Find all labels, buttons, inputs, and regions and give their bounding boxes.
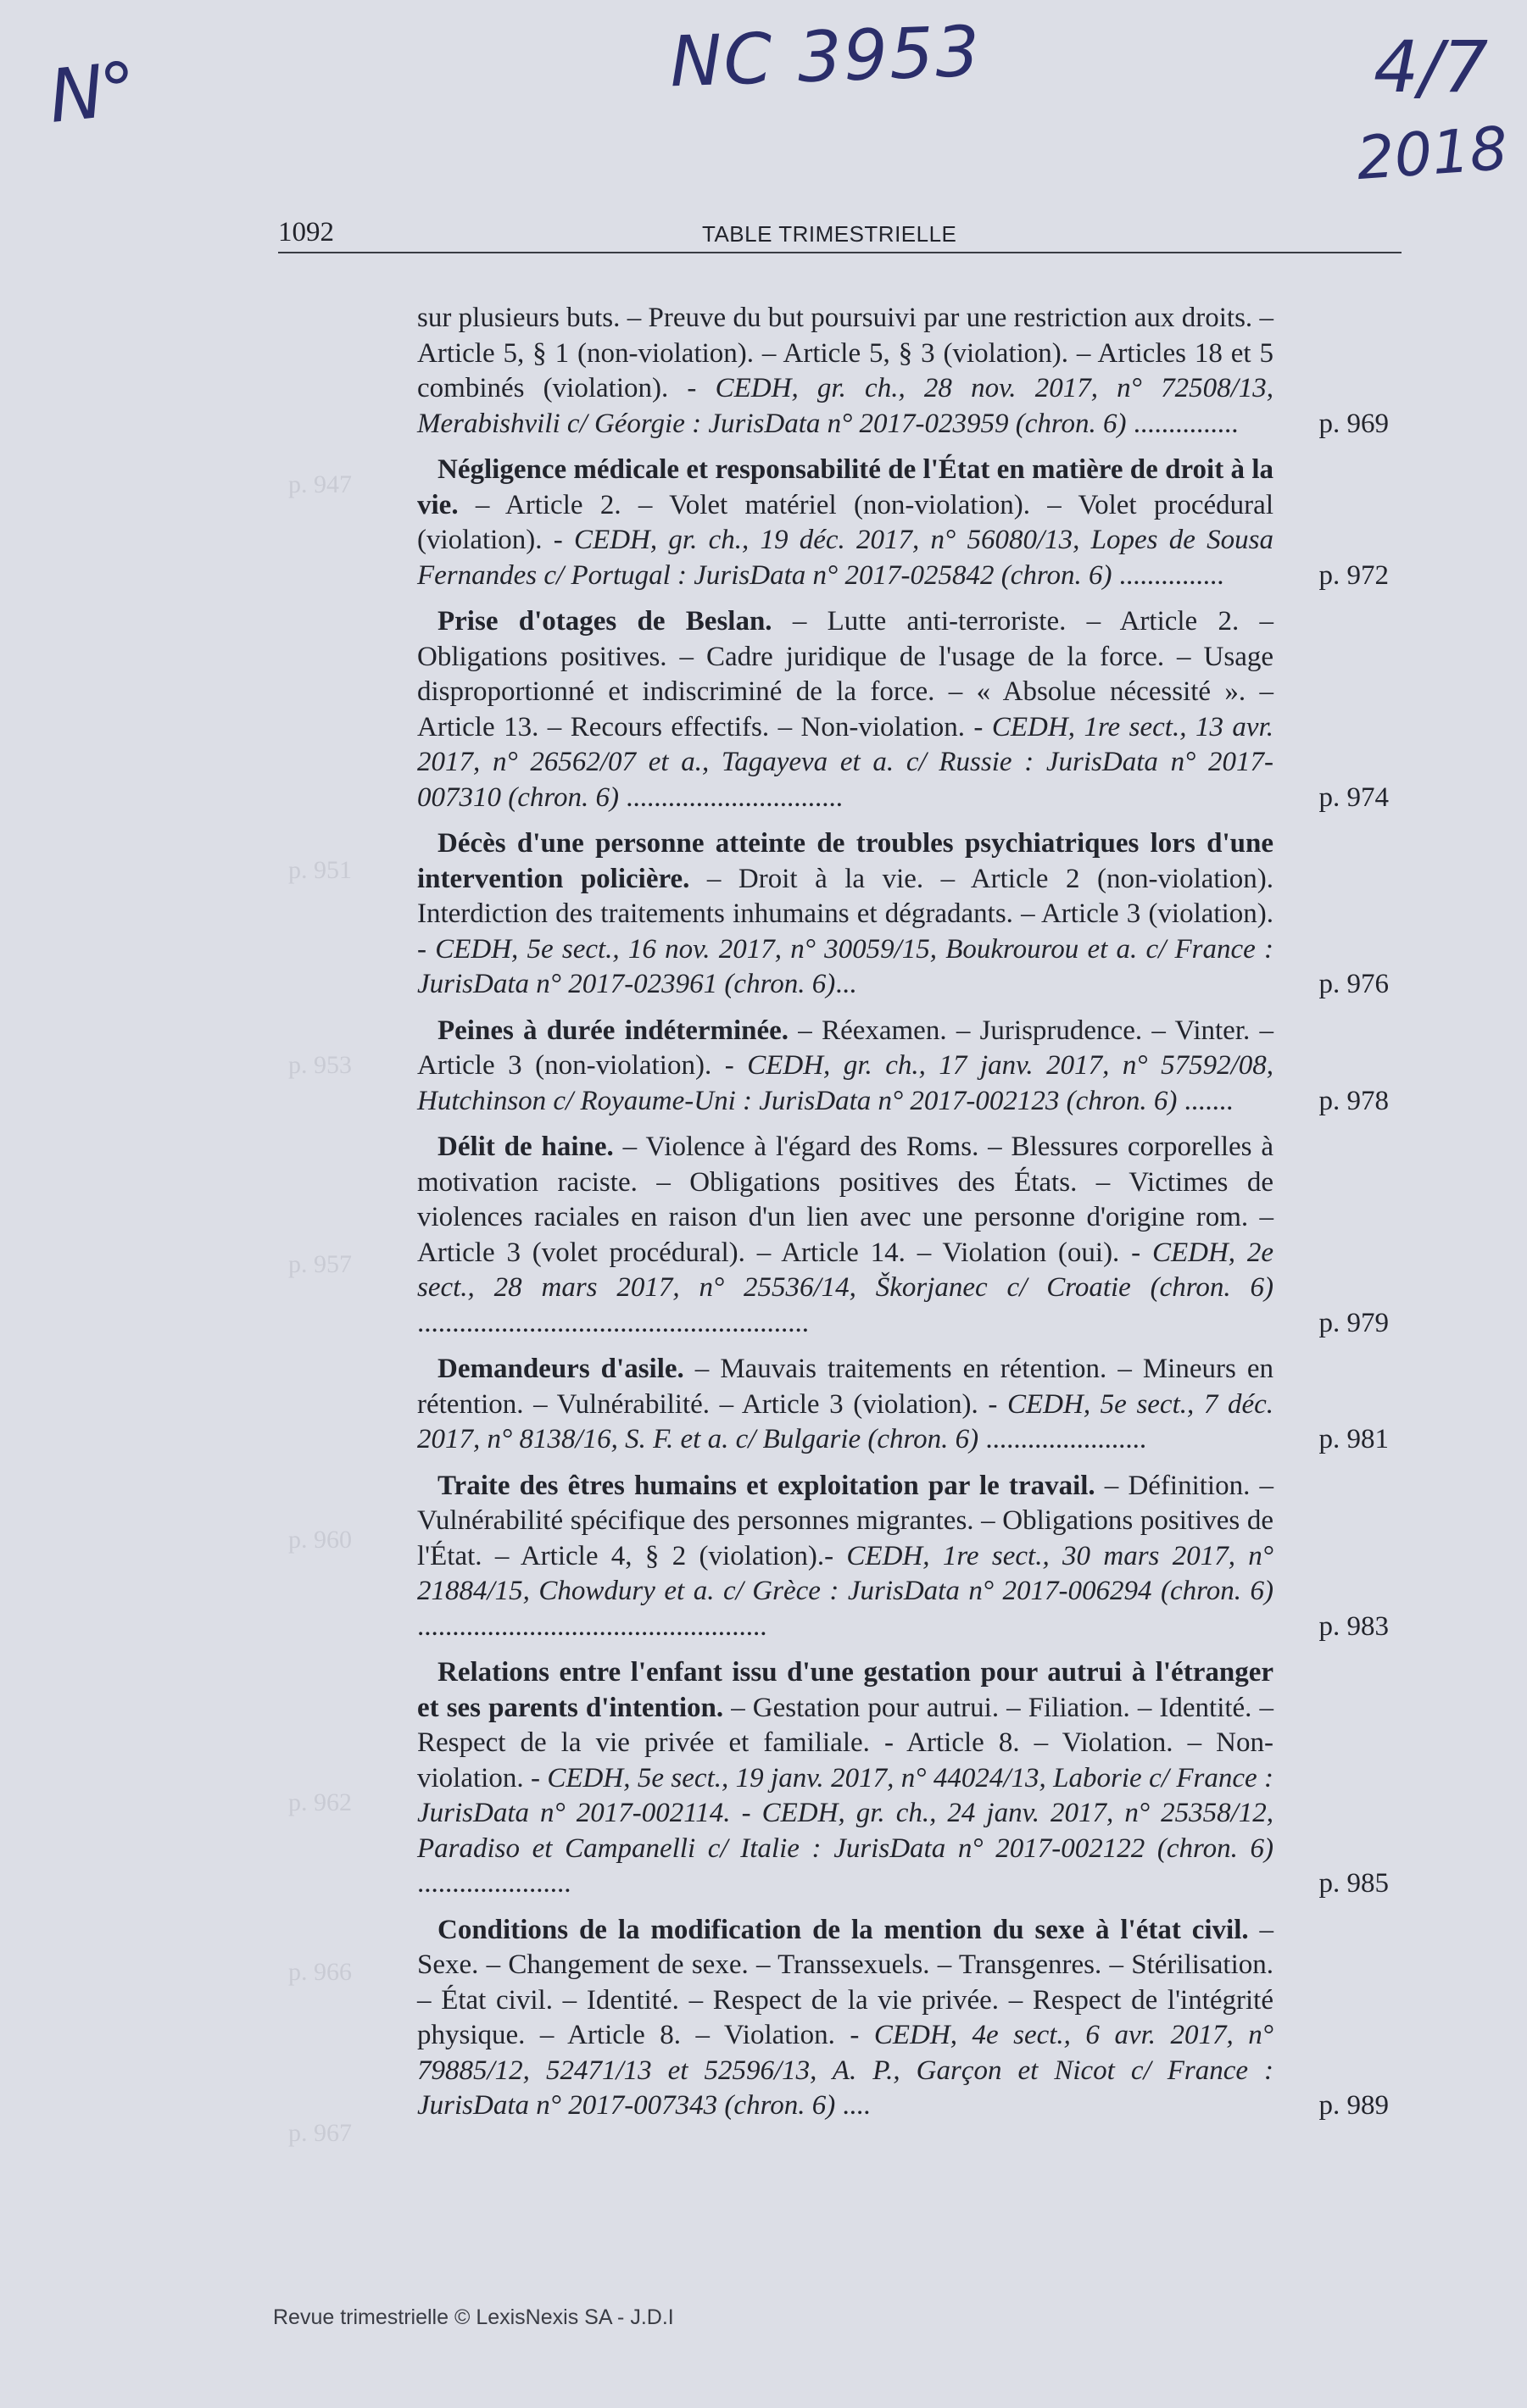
index-entry: Peines à durée indéterminée. – Réexamen. – Jurisprudence. – Vinter. – Article 3 (non-violation). - CEDH, gr. ch., 17 janv. 2017, n° 57592/08, Hutchinson c/ Royaume-Uni : JurisData n° 2017-002123 (chron. 6) ....... p. 978: [417, 1014, 1401, 1120]
entry-page-ref: p. 976: [1318, 969, 1389, 999]
entry-citation: CEDH, gr. ch., 28 nov. 2017, n° 72508/13, Merabishvili c/ Géorgie : JurisData n° 2017-023959 (chron. 6): [417, 373, 1274, 439]
entry-text: – Violence à l'égard des Roms. – Blessures corporelles à motivation raciste. – Obligations positives des États. – Victimes de violences raciales en raison d'un lien avec une personne d'origine rom. – Article 3 (volet procédural). – Article 14. – Violation (oui). -: [417, 1132, 1274, 1268]
entry-heading: Prise d'otages de Beslan.: [437, 606, 772, 637]
entry-citation: CEDH, 1re sect., 13 avr. 2017, n° 26562/07 et a., Tagayeva et a. c/ Russie : JurisData n° 2017-007310 (chron. 6): [417, 711, 1273, 813]
entry-page-ref: p. 989: [1318, 2090, 1389, 2121]
entry-citation: CEDH, 2e sect., 28 mars 2017, n° 25536/14, Škorjanec c/ Croatie (chron. 6): [417, 1237, 1274, 1303]
bleed-through-mark: p. 947: [288, 470, 352, 498]
index-entry: Prise d'otages de Beslan. – Lutte anti-terroriste. – Article 2. – Obligations positives. – Cadre juridique de l'usage de la force. – Usage disproportionné et indiscriminé de la force. – « Absolue nécessité ». – Article 13. – Recours effectifs. – Non-violation. - CEDH, 1re sect., 13 avr. 2017, n° 26562/07 et a., Tagayeva et a. c/ Russie : JurisData n° 2017-007310 (chron. 6) ............................... p. 974: [417, 604, 1401, 815]
entry-text: – Lutte anti-terroriste. – Article 2. – Obligations positives. – Cadre juridique de l'usage de la force. – Usage disproportionné et indiscriminé de la force. – « Absolue nécessité ». – Article 13. – Recours effectifs. – Non-violation. -: [417, 606, 1273, 742]
entry-heading: Demandeurs d'asile.: [437, 1354, 684, 1384]
index-entries: [417, 301, 1401, 2135]
bleed-through-mark: p. 967: [288, 2119, 352, 2147]
handwritten-volume: 4/7: [1374, 25, 1489, 108]
entry-page-ref: p. 985: [1318, 1868, 1389, 1899]
entry-citation: CEDH, 4e sect., 6 avr. 2017, n° 79885/12, 52471/13 et 52596/13, A. P., Garçon et Nicot c/ France : JurisData n° 2017-007343 (chron. 6): [417, 2020, 1273, 2121]
page-number: 1092: [278, 217, 334, 247]
entry-heading: Conditions de la modification de la mention du sexe à l'état civil.: [437, 1914, 1249, 1945]
entry-text: sur plusieurs buts. – Preuve du but poursuivi par une restriction aux droits. – Article 5, § 1 (non-violation). – Article 5, § 3 (violation). – Articles 18 et 5 combinés (violation). -: [417, 303, 1273, 403]
handwritten-number-label: N°: [45, 47, 138, 140]
entry-heading: Traite des êtres humains et exploitation par le travail.: [437, 1470, 1095, 1501]
index-entry: Négligence médicale et responsabilité de l'État en matière de droit à la vie. – Article 2. – Volet matériel (non-violation). – Volet procédural (violation). - CEDH, gr. ch., 19 déc. 2017, n° 56080/13, Lopes de Sousa Fernandes c/ Portugal : JurisData n° 2017-025842 (chron. 6) ............... p. 972: [417, 453, 1401, 593]
index-entry: Demandeurs d'asile. – Mauvais traitements en rétention. – Mineurs en rétention. – Vulnérabilité. – Article 3 (violation). - CEDH, 5e sect., 7 déc. 2017, n° 8138/16, S. F. et a. c/ Bulgarie (chron. 6) ....................... p. 981: [417, 1352, 1401, 1458]
entry-heading: Négligence médicale et responsabilité de l'État en matière de droit à la vie.: [417, 454, 1273, 520]
entry-page-ref: p. 969: [1318, 408, 1389, 439]
bleed-through-mark: p. 962: [288, 1788, 352, 1816]
running-title: TABLE TRIMESTRIELLE: [702, 221, 957, 247]
bleed-through-mark: p. 957: [288, 1250, 352, 1278]
bleed-through-mark: p. 953: [288, 1051, 352, 1079]
entry-citation: CEDH, 5e sect., 19 janv. 2017, n° 44024/13, Laborie c/ France : JurisData n° 2017-002114. - CEDH, gr. ch., 24 janv. 2017, n° 25358/12, Paradiso et Campanelli c/ Italie : JurisData n° 2017-002122 (chron. 6): [417, 1762, 1274, 1864]
entry-page-ref: p. 972: [1318, 559, 1389, 591]
bleed-through-mark: p. 960: [288, 1526, 352, 1554]
entry-heading: Peines à durée indéterminée.: [437, 1015, 789, 1046]
index-entry: Délit de haine. – Violence à l'égard des Roms. – Blessures corporelles à motivation raciste. – Obligations positives des États. – Victimes de violences raciales en raison d'un lien avec une personne d'origine rom. – Article 3 (volet procédural). – Article 14. – Violation (oui). - CEDH, 2e sect., 28 mars 2017, n° 25536/14, Škorjanec c/ Croatie (chron. 6) ........................................................ p. 979: [417, 1130, 1401, 1341]
entry-text: – Réexamen. – Jurisprudence. – Vinter. – Article 3 (non-violation). -: [417, 1015, 1273, 1081]
bleed-through-mark: p. 966: [288, 1958, 352, 1986]
entry-citation: CEDH, 5e sect., 7 déc. 2017, n° 8138/16, S. F. et a. c/ Bulgarie (chron. 6): [417, 1388, 1273, 1454]
entry-text: – Définition. – Vulnérabilité spécifique des personnes migrantes. – Obligations positives de l'État. – Article 4, § 2 (violation).-: [417, 1470, 1273, 1571]
entry-page-ref: p. 978: [1318, 1085, 1389, 1116]
entry-citation: CEDH, 5e sect., 16 nov. 2017, n° 30059/15, Boukrourou et a. c/ France : JurisData n° 2017-023961 (chron. 6): [417, 933, 1273, 999]
entry-citation: CEDH, gr. ch., 19 déc. 2017, n° 56080/13, Lopes de Sousa Fernandes c/ Portugal : JurisData n° 2017-025842 (chron. 6): [417, 525, 1273, 591]
index-entry: Traite des êtres humains et exploitation par le travail. – Définition. – Vulnérabilité spécifique des personnes migrantes. – Obligations positives de l'État. – Article 4, § 2 (violation).- CEDH, 1re sect., 30 mars 2017, n° 21884/15, Chowdury et a. c/ Grèce : JurisData n° 2017-006294 (chron. 6) .................................................. p. 983: [417, 1469, 1401, 1645]
entry-heading: Délit de haine.: [437, 1132, 614, 1162]
entry-text: – Mauvais traitements en rétention. – Mineurs en rétention. – Vulnérabilité. – Article 3 (violation). -: [417, 1354, 1273, 1420]
entry-heading: Relations entre l'enfant issu d'une gestation pour autrui à l'étranger et ses parents d'intention.: [417, 1657, 1273, 1723]
entry-text: – Sexe. – Changement de sexe. – Transsexuels. – Transgenres. – Stérilisation. – État civil. – Identité. – Respect de la vie privée. – Respect de l'intégrité physique. – Article 8. – Violation. -: [417, 1914, 1274, 2050]
entry-text: – Droit à la vie. – Article 2 (non-violation). Interdiction des traitements inhumains et dégradants. – Article 3 (violation). -: [417, 863, 1273, 965]
entry-citation: CEDH, 1re sect., 30 mars 2017, n° 21884/15, Chowdury et a. c/ Grèce : JurisData n° 2017-006294 (chron. 6): [417, 1540, 1273, 1606]
entry-text: – Article 2. – Volet matériel (non-violation). – Volet procédural (violation). -: [417, 489, 1273, 555]
index-entry: sur plusieurs buts. – Preuve du but poursuivi par une restriction aux droits. – Article 5, § 1 (non-violation). – Article 5, § 3 (violation). – Articles 18 et 5 combinés (violation). - CEDH, gr. ch., 28 nov. 2017, n° 72508/13, Merabishvili c/ Géorgie : JurisData n° 2017-023959 (chron. 6) ............... p. 969: [417, 301, 1401, 442]
running-header: [278, 216, 1402, 253]
entry-text: – Gestation pour autrui. – Filiation. – Identité. – Respect de la vie privée et familiale. - Article 8. – Violation. – Non-violation. -: [417, 1692, 1273, 1793]
entry-page-ref: p. 983: [1318, 1610, 1389, 1642]
entry-page-ref: p. 974: [1318, 781, 1389, 813]
bleed-through-mark: p. 951: [288, 856, 352, 884]
entry-page-ref: p. 979: [1318, 1307, 1389, 1338]
handwritten-year: 2018: [1354, 113, 1510, 194]
entry-page-ref: p. 981: [1318, 1424, 1389, 1454]
index-entry: Décès d'une personne atteinte de troubles psychiatriques lors d'une intervention policière. – Droit à la vie. – Article 2 (non-violation). Interdiction des traitements inhumains et dégradants. – Article 3 (violation). - CEDH, 5e sect., 16 nov. 2017, n° 30059/15, Boukrourou et a. c/ France : JurisData n° 2017-023961 (chron. 6)... p. 976: [417, 826, 1401, 1003]
handwritten-reference: NC 3953: [668, 11, 983, 103]
index-entry: Relations entre l'enfant issu d'une gestation pour autrui à l'étranger et ses parents d'intention. – Gestation pour autrui. – Filiation. – Identité. – Respect de la vie privée et familiale. - Article 8. – Violation. – Non-violation. - CEDH, 5e sect., 19 janv. 2017, n° 44024/13, Laborie c/ France : JurisData n° 2017-002114. - CEDH, gr. ch., 24 janv. 2017, n° 25358/12, Paradiso et Campanelli c/ Italie : JurisData n° 2017-002122 (chron. 6) ...................... p. 985: [417, 1655, 1401, 1902]
entry-citation: CEDH, gr. ch., 17 janv. 2017, n° 57592/08, Hutchinson c/ Royaume-Uni : JurisData n° 2017-002123 (chron. 6): [417, 1050, 1273, 1116]
page-footer: Revue trimestrielle © LexisNexis SA - J.D.I: [273, 2305, 674, 2329]
entry-heading: Décès d'une personne atteinte de troubles psychiatriques lors d'une intervention policière.: [417, 828, 1273, 894]
index-entry: Conditions de la modification de la mention du sexe à l'état civil. – Sexe. – Changement de sexe. – Transsexuels. – Transgenres. – Stérilisation. – État civil. – Identité. – Respect de la vie privée. – Respect de l'intégrité physique. – Article 8. – Violation. - CEDH, 4e sect., 6 avr. 2017, n° 79885/12, 52471/13 et 52596/13, A. P., Garçon et Nicot c/ France : JurisData n° 2017-007343 (chron. 6) .... p. 989: [417, 1913, 1401, 2124]
